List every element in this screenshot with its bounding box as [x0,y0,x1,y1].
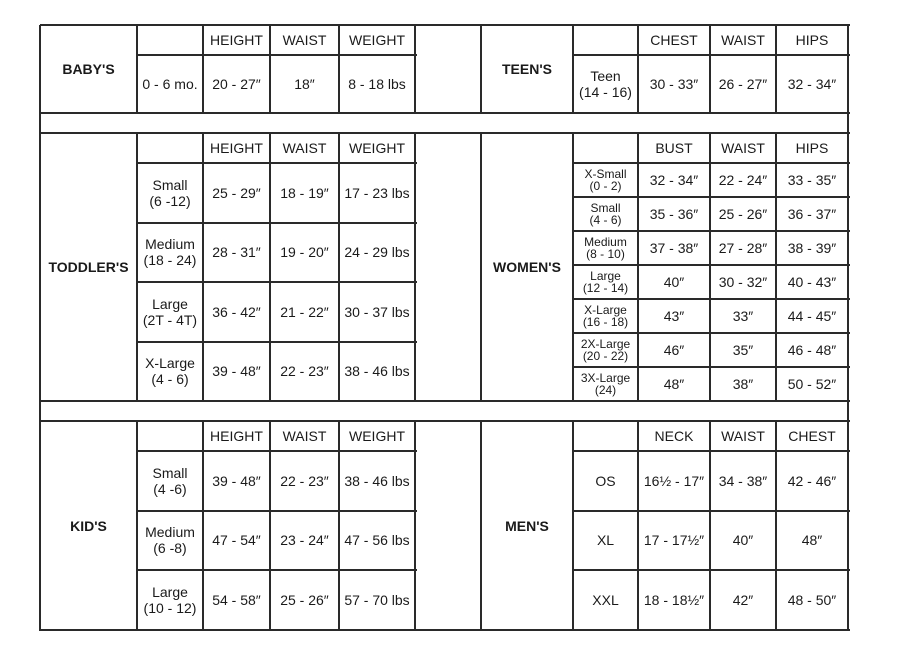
men-cell-neck: 17 - 17½″ [643,532,705,549]
baby-size-label: 0 - 6 mo. [142,76,198,92]
kid-size-label: Large (10 - 12) [143,584,197,617]
toddler-cell-height: 39 - 48″ [212,363,261,380]
kid-cell-weight: 47 - 56 lbs [344,532,410,549]
rule-vertical [480,25,482,114]
kid-cell-weight: 57 - 70 lbs [344,592,410,609]
women-size-label: Large (12 - 14) [582,269,629,295]
kid-size-label: Medium (6 -8) [145,524,195,557]
teen-header-chest: CHEST [650,32,698,48]
kid-section-title: KID'S [70,517,107,534]
teen-section-title: TEEN'S [501,61,552,77]
women-cell-waist: 38″ [732,376,754,392]
toddler-size-label: Large (2T - 4T) [142,295,198,328]
women-cell-waist: 27 - 28″ [718,240,768,256]
row-divider [137,222,417,224]
rule-vertical [202,421,204,631]
row-divider [573,264,850,266]
women-cell-waist: 30 - 32″ [718,274,768,290]
toddler-cell-height: 25 - 29″ [212,184,261,201]
row-divider [137,510,417,512]
kid-cell-weight: 38 - 46 lbs [344,472,410,489]
teen-cell-chest: 30 - 33″ [649,76,699,92]
men-cell-chest: 48 - 50″ [787,592,837,609]
rule-vertical [414,421,416,631]
women-size-label: 3X-Large (24) [580,371,631,397]
toddler-cell-waist: 21 - 22″ [280,303,329,320]
header-divider [137,450,417,452]
row-divider [573,298,850,300]
rule-vertical [637,25,639,114]
rule-vertical [637,421,639,631]
header-divider [573,450,850,452]
rule-vertical [775,133,777,402]
kid-cell-waist: 22 - 23″ [280,472,329,489]
band-gap-top [40,112,850,114]
frame-left [39,25,41,631]
rule-vertical [572,133,574,402]
row-divider [573,332,850,334]
women-cell-hips: 33 - 35″ [787,172,837,188]
rule-vertical [338,421,340,631]
toddler-cell-waist: 18 - 19″ [280,184,329,201]
men-cell-neck: 16½ - 17″ [643,472,705,489]
women-cell-waist: 22 - 24″ [718,172,768,188]
toddler-cell-weight: 24 - 29 lbs [344,244,410,261]
women-cell-bust: 37 - 38″ [649,240,699,256]
rule-vertical [202,25,204,114]
kid-cell-waist: 25 - 26″ [280,592,329,609]
kid-cell-height: 47 - 54″ [212,532,261,549]
rule-vertical [136,421,138,631]
rule-vertical [338,25,340,114]
rule-vertical [338,133,340,402]
men-size-label: XXL [592,592,619,609]
toddler-header-height: HEIGHT [210,140,263,156]
row-divider [573,569,850,571]
rule-vertical [480,133,482,402]
row-divider [137,281,417,283]
toddler-header-waist: WAIST [282,140,327,156]
men-cell-waist: 34 - 38″ [718,472,768,489]
women-section-title: WOMEN'S [493,259,561,275]
rule-vertical [414,25,416,114]
frame-top [40,24,850,26]
rule-vertical [572,25,574,114]
rule-vertical [136,25,138,114]
toddler-cell-waist: 22 - 23″ [280,363,329,380]
women-header-waist: WAIST [721,140,765,156]
frame-bottom [40,629,850,631]
baby-header-height: HEIGHT [210,32,263,48]
teen-cell-hips: 32 - 34″ [787,76,837,92]
rule-vertical [202,133,204,402]
header-divider [573,54,850,56]
women-cell-hips: 50 - 52″ [787,376,837,392]
men-header-waist: WAIST [721,428,765,444]
toddler-cell-weight: 30 - 37 lbs [344,303,410,320]
women-cell-hips: 46 - 48″ [787,342,837,358]
men-cell-waist: 40″ [732,532,754,549]
teen-cell-waist: 26 - 27″ [718,76,768,92]
women-cell-bust: 35 - 36″ [649,206,699,222]
toddler-size-label: Small (6 -12) [149,176,191,209]
kid-cell-height: 54 - 58″ [212,592,261,609]
row-divider [137,341,417,343]
men-cell-waist: 42″ [732,592,754,609]
women-cell-bust: 43″ [663,308,685,324]
row-divider [573,366,850,368]
women-cell-bust: 32 - 34″ [649,172,699,188]
rule-vertical [775,421,777,631]
rule-vertical [637,133,639,402]
frame-right [847,25,849,631]
men-size-label: XL [596,532,615,549]
baby-header-weight: WEIGHT [349,32,405,48]
women-cell-bust: 48″ [663,376,685,392]
band-gap-top [40,400,850,402]
row-divider [573,510,850,512]
women-cell-hips: 44 - 45″ [787,308,837,324]
women-cell-hips: 38 - 39″ [787,240,837,256]
rule-vertical [269,421,271,631]
men-cell-neck: 18 - 18½″ [643,592,705,609]
band-gap-bottom [40,420,850,422]
teen-header-hips: HIPS [795,32,829,48]
baby-header-waist: WAIST [282,32,327,48]
rule-vertical [136,133,138,402]
women-size-label: Small (4 - 6) [589,201,622,227]
baby-section-title: BABY'S [62,61,115,77]
teen-header-waist: WAIST [721,32,765,48]
women-cell-waist: 25 - 26″ [718,206,768,222]
men-cell-chest: 42 - 46″ [787,472,837,489]
women-size-label: 2X-Large (20 - 22) [580,337,631,363]
kid-header-weight: WEIGHT [349,428,405,444]
rule-vertical [709,25,711,114]
toddler-section-title: TODDLER'S [48,259,129,275]
men-header-neck: NECK [654,428,694,444]
row-divider [573,196,850,198]
toddler-cell-weight: 38 - 46 lbs [344,363,410,380]
kid-header-height: HEIGHT [210,428,263,444]
toddler-cell-weight: 17 - 23 lbs [344,184,410,201]
header-divider [137,54,417,56]
rule-vertical [709,133,711,402]
women-size-label: Medium (8 - 10) [584,235,627,261]
baby-cell-weight: 8 - 18 lbs [348,76,406,92]
rule-vertical [480,421,482,631]
women-cell-hips: 36 - 37″ [787,206,837,222]
header-divider [137,162,417,164]
toddler-cell-waist: 19 - 20″ [280,244,329,261]
rule-vertical [414,133,416,402]
rule-vertical [709,421,711,631]
rule-vertical [269,25,271,114]
size-chart [40,25,848,630]
women-header-bust: BUST [655,140,693,156]
toddler-cell-height: 28 - 31″ [212,244,261,261]
kid-cell-height: 39 - 48″ [212,472,261,489]
women-cell-bust: 46″ [663,342,685,358]
men-size-label: OS [595,472,616,489]
women-cell-bust: 40″ [663,274,685,290]
baby-cell-height: 20 - 27″ [212,76,261,92]
rule-vertical [775,25,777,114]
kid-size-label: Small (4 -6) [152,464,188,497]
men-header-chest: CHEST [788,428,836,444]
rule-vertical [269,133,271,402]
men-section-title: MEN'S [505,517,549,534]
women-cell-waist: 33″ [732,308,754,324]
row-divider [573,230,850,232]
rule-vertical [572,421,574,631]
row-divider [137,569,417,571]
women-size-label: X-Small (0 - 2) [584,167,627,193]
band-gap-bottom [40,132,850,134]
toddler-header-weight: WEIGHT [349,140,405,156]
baby-cell-waist: 18″ [294,76,315,92]
toddler-cell-height: 36 - 42″ [212,303,261,320]
women-size-label: X-Large (16 - 18) [582,303,629,329]
teen-size-label: Teen (14 - 16) [579,68,632,100]
kid-cell-waist: 23 - 24″ [280,532,329,549]
toddler-size-label: X-Large (4 - 6) [145,355,195,388]
women-cell-hips: 40 - 43″ [787,274,837,290]
kid-header-waist: WAIST [282,428,327,444]
men-cell-chest: 48″ [801,532,823,549]
header-divider [573,162,850,164]
women-header-hips: HIPS [795,140,829,156]
women-cell-waist: 35″ [732,342,754,358]
toddler-size-label: Medium (18 - 24) [143,236,197,269]
